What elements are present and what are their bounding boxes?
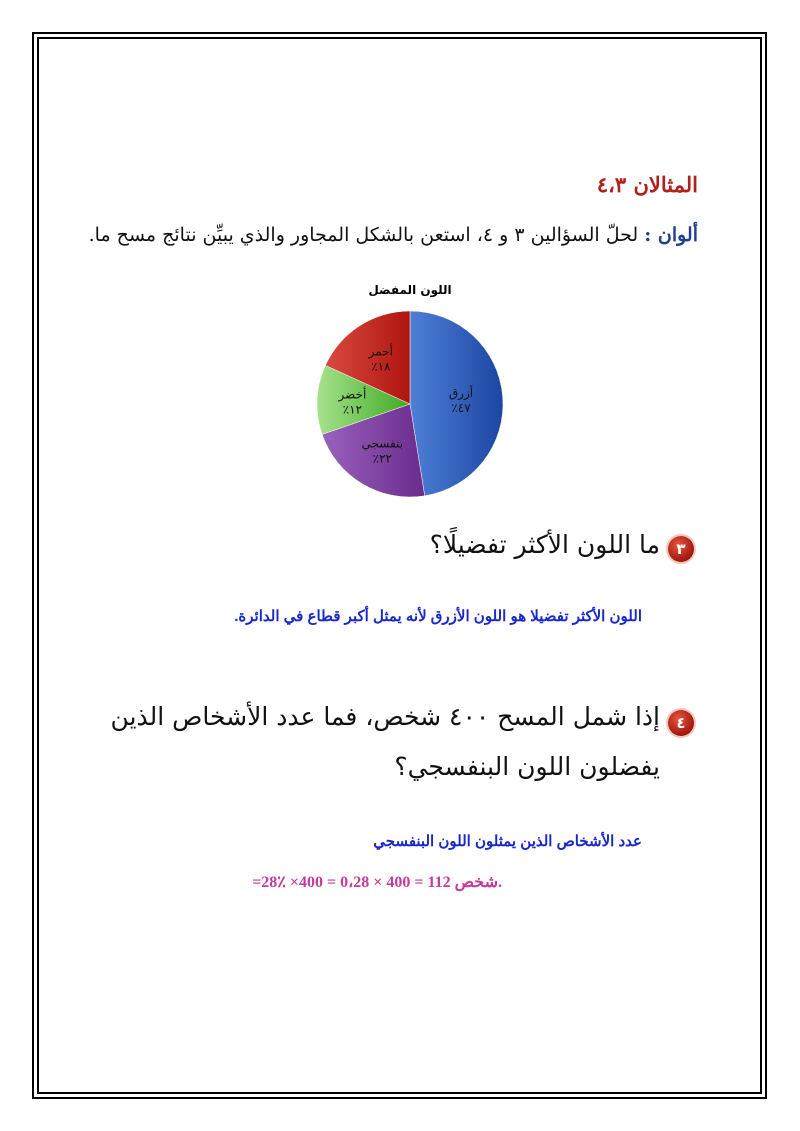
- pie-label-3: أحمر: [368, 344, 393, 359]
- pie-value-label-2: ٪١٢: [342, 402, 363, 417]
- intro-label: ألوان :: [644, 224, 698, 246]
- question-4-line1: إذا شمل المسح ٤٠٠ شخص، فما عدد الأشخاص الذين: [110, 702, 660, 731]
- pie-label-1: بنفسجي: [361, 436, 404, 451]
- question-4-answer: عدد الأشخاص الذين يمثلون اللون البنفسجي: [373, 833, 642, 850]
- pie-value-label-3: ٪١٨: [371, 359, 391, 374]
- intro-paragraph: [89, 224, 698, 246]
- question-4-line2: يفضلون اللون البنفسجي؟: [394, 752, 660, 781]
- pie-label-2: أخضر: [338, 387, 367, 402]
- pie-chart: [300, 300, 520, 510]
- pie-label-0: أزرق: [448, 385, 474, 400]
- question-4-badge: ٤: [668, 710, 694, 736]
- intro-text: لحلّ السؤالين ٣ و ٤، استعن بالشكل المجاور والذي يبيِّن نتائج مسح ما.: [88, 224, 639, 246]
- question-3-text: ما اللون الأكثر تفضيلًا؟: [429, 530, 660, 559]
- example-title: المثالان ٤،٣: [596, 172, 698, 197]
- pie-value-label-1: ٪٢٢: [372, 451, 392, 466]
- chart-title: اللون المفضل: [368, 283, 452, 297]
- pie-value-label-0: ٪٤٧: [451, 400, 471, 415]
- question-3-badge: ٣: [668, 536, 694, 562]
- question-3-answer: اللون الأكثر تفضيلا هو اللون الأزرق لأنه يمثل أكبر قطاع في الدائرة.: [234, 608, 642, 625]
- question-4-calculation: =28٪ ×400 = 0،28 × 400 = 112 شخص.: [252, 874, 502, 891]
